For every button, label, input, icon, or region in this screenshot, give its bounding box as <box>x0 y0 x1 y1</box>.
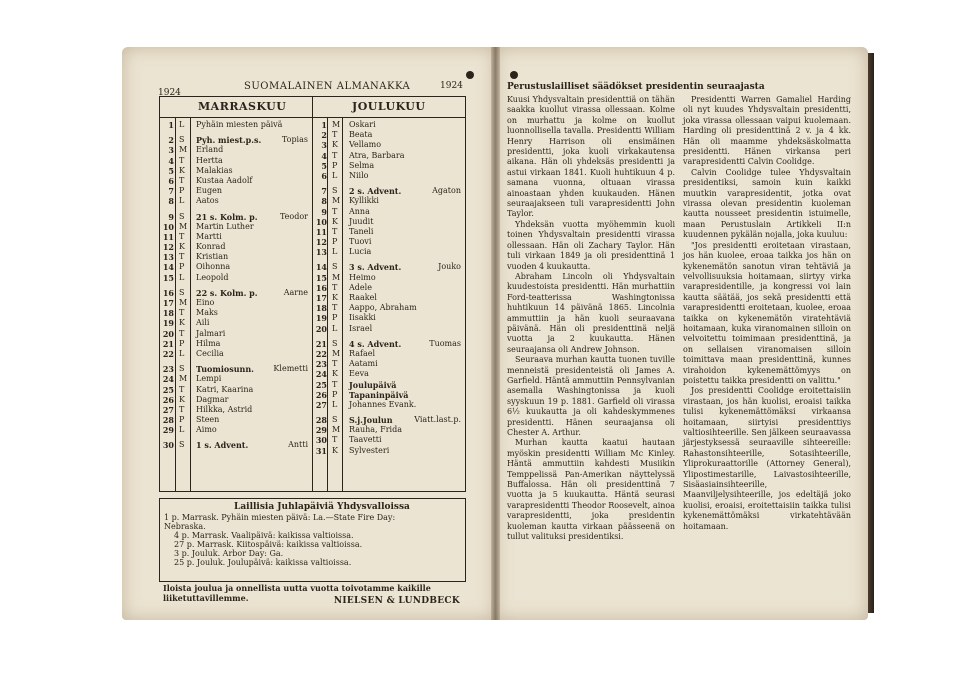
extra-name: Klemetti <box>273 364 308 374</box>
day-number: 14 <box>315 262 327 273</box>
extra-name: Aarne <box>283 287 308 297</box>
holiday-line: 25 p. Jouluk. Joulupäivä: kaikissa valtioissa. <box>174 558 352 567</box>
name-day: Rauha, Frida <box>349 425 402 435</box>
name-day: Selma <box>349 160 375 170</box>
day-number: 25 <box>162 384 174 395</box>
day-number: 4 <box>321 150 327 161</box>
article-title: Perustuslailliset säädökset presidentin seuraajasta <box>507 82 765 92</box>
calendar-day-row <box>313 161 465 171</box>
name-day: Aatos <box>196 196 219 206</box>
year-right: 1924 <box>440 81 463 91</box>
weekday-letter: L <box>179 120 185 129</box>
day-number: 27 <box>162 404 174 415</box>
calendar-day-row <box>313 207 465 217</box>
name-day: Joulupäivä <box>349 379 397 390</box>
name-day: 1 s. Advent. <box>196 440 249 451</box>
name-day: Kyllikki <box>349 196 379 206</box>
calendar-day-row <box>160 288 312 298</box>
calendar-day-row <box>160 308 312 318</box>
extra-name: Teodor <box>279 211 308 221</box>
weekday-letter: T <box>332 226 338 236</box>
day-number: 8 <box>321 196 327 207</box>
article-paragraph: Presidentti Warren Gamaliel Harding oli nyt kuudes Yhdysvaltain presidentti, joka virassa ollessaan vaipui kuolemaan. Harding oli presidenttinä 2 v. ja 4 kk. Hän oli maamme yhdeksäskolmatta presidentti. Hänen virkansa peri varapresidentti Calvin Coolidge. <box>683 95 851 167</box>
calendar-day-row <box>160 273 312 283</box>
name-day: Niilo <box>349 170 369 180</box>
name-day: Juudit <box>349 216 374 226</box>
day-number: 20 <box>162 328 174 339</box>
page-edge <box>868 53 874 613</box>
name-day: Pyh. miest.p.s. <box>196 135 262 146</box>
name-day: Hilma <box>196 338 221 348</box>
name-day: Sylvesteri <box>349 445 390 455</box>
day-number: 5 <box>321 160 327 171</box>
weekday-letter: M <box>179 298 188 307</box>
calendar-day-row <box>313 247 465 257</box>
calendar-day-row <box>313 446 465 456</box>
name-day: Tuovi <box>349 237 372 247</box>
day-number: 15 <box>162 272 174 283</box>
day-number: 30 <box>162 440 174 451</box>
day-number: 13 <box>162 252 174 263</box>
holiday-line: 3 p. Jouluk. Arbor Day: Ga. <box>174 549 284 558</box>
article-paragraph: Yhdeksän vuotta myöhemmin kuoli toinen Yhdysvaltain presidentti virassa ollessaan. Hän oli Zachary Taylor. Hän tuli virkaan 1849 ja oli presidenttinä 1 vuoden 4 kuukautta. <box>507 219 675 271</box>
day-number: 24 <box>315 369 327 380</box>
article-paragraph: Seuraava murhan kautta tuonen tuville menneistä presidenteistä oli James A. Garfield. Häntä ammuttiin Pennsylvanian asemalla Washingtonissa ja kuoli syyskuun 19 p. 1881. Garfield oli virassa 6½ kuukautta ja oli kahdeskymmenes presidentti. Hänen seuraajansa oli Chester A. Arthur. <box>507 355 675 437</box>
calendar-day-row <box>313 196 465 206</box>
calendar-day-row <box>313 262 465 272</box>
calendar-table <box>159 96 466 492</box>
weekday-letter: S <box>179 287 185 297</box>
weekday-letter: P <box>332 313 338 323</box>
day-number: 30 <box>315 435 327 446</box>
calendar-day-row <box>160 298 312 308</box>
calendar-day-row <box>313 435 465 445</box>
weekday-letter: K <box>179 242 185 252</box>
weekday-letter: M <box>332 120 341 129</box>
day-number: 24 <box>162 374 174 385</box>
weekday-letter: T <box>332 435 338 445</box>
holiday-line: 4 p. Marrask. Vaalipäivä: kaikissa valtioissa. <box>174 531 354 540</box>
day-number: 21 <box>315 338 327 349</box>
day-number: 16 <box>315 282 327 293</box>
article-paragraph: Kuusi Yhdysvaltain presidenttiä on tähän saakka kuollut virassa ollessaan. Kolme on murhattu ja kolme on kuollut luonnollisella tavalla. Presidentti William Henry Harrison oli ensimäinen presidentti, joka kuoli virkakautensa aikana. Hän oli yhdeksäs presidentti ja astui virkaan 1841. Kuoli huhtikuun 4 p. samana vuonna, oltuaan virassa ainoastaan yhden kuukauden. Hänen seuraajakseen tuli varapresidentti John Taylor. <box>507 95 675 219</box>
calendar-day-row <box>160 374 312 384</box>
day-number: 23 <box>315 359 327 370</box>
day-number: 11 <box>315 226 327 237</box>
weekday-letter: T <box>179 231 185 241</box>
weekday-letter: L <box>179 196 185 206</box>
calendar-day-row <box>313 120 465 130</box>
calendar-day-row <box>313 359 465 369</box>
weekday-letter: L <box>332 170 338 180</box>
day-number: 18 <box>162 308 174 319</box>
name-day: Aili <box>196 318 210 328</box>
weekday-letter: S <box>332 415 338 425</box>
day-number: 31 <box>315 445 327 456</box>
year-left: 1924 <box>158 88 181 98</box>
weekday-letter: L <box>179 348 185 358</box>
weekday-letter: S <box>179 440 185 450</box>
article-paragraph: Jos presidentti Coolidge eroitettaisiin virastaan, jos hän kuolisi, eroaisi taikka tulisi kykenemättömäksi virkaansa hoitamaan, siirtyisi presidenttiys valtiosihteerille. Sen jälkeen seuraavassa järjestyksessä seuraaville sihteereille: Rahastonsihteerille, Sotasihteerille, Yliprokuraattorille (Attorney General), Ylipostimestarille, Laivastosihteerille, Sisäasiainsihteerille, Maanviljelysihteerille, jos edeltäjä joko kuolisi, eroaisi, eroitettaisiin taikka tulisi kykenemättömäksi virkatehtävään hoitamaan. <box>683 386 851 531</box>
article-paragraph: "Jos presidentti eroitetaan virastaan, jos hän kuolee, eroaa taikka jos hän on kykenemätön sanotun viran tehtäviä ja velvollisuuksia hoitamaan, siirtyy virka varapresidentille, ja kongressi voi lain kautta säätää, jos sekä presidentti että varapresidentti eroitetaan, kuolee, eroaa taikka on kykenemätön viratehtäviä hoitamaan, kuka viranomainen silloin on velvoitettu toimimaan presidenttinä, ja on sellaisen viranomaisen silloin toimittava maan presidenttinä, kunnes virahoidon kykenemättömyys on poistettu taikka presidentti on valittu." <box>683 240 851 385</box>
day-number: 7 <box>321 186 327 197</box>
name-day: Raakel <box>349 293 377 302</box>
day-number: 14 <box>162 262 174 273</box>
calendar-day-row <box>160 440 312 450</box>
weekday-letter: M <box>179 221 188 231</box>
almanac-title: SUOMALAINEN ALMANAKKA <box>244 81 411 92</box>
name-day: Kustaa Aadolf <box>196 175 253 185</box>
name-day: Taneli <box>349 226 374 236</box>
weekday-letter: T <box>179 328 185 338</box>
day-number: 29 <box>162 425 174 436</box>
day-number: 4 <box>168 155 174 166</box>
day-number: 17 <box>315 293 327 303</box>
month-title-november: MARRASKUU <box>198 100 287 113</box>
name-day: Anna <box>349 206 370 216</box>
calendar-day-row <box>313 303 465 313</box>
weekday-letter: T <box>332 379 338 389</box>
weekday-letter: P <box>332 237 338 247</box>
weekday-letter: T <box>179 384 185 394</box>
holiday-line: Nebraska. <box>164 522 206 531</box>
book-spine <box>491 47 500 620</box>
calendar-day-row <box>160 196 312 206</box>
article-paragraph: Murhan kautta kaatui hautaan myöskin presidentti William Mc Kinley. Häntä ammuttiin kahdesti Musiikin Temppelissä Pan-Amerikan näyttelyssä Buffalossa. Hän oli presidenttinä 7 vuotta ja 5 kuukautta. Häntä seurasi varapresidentti Theodor Roosevelt, ainoa varapresidentti, joka presidentin kuoleman kautta virkaan päässeenä on tullut valituksi presidentiksi. <box>507 438 675 542</box>
name-day: Tapaninpäivä <box>349 389 409 400</box>
name-day: Erland <box>196 145 224 155</box>
weekday-letter: K <box>332 216 338 226</box>
day-number: 10 <box>315 216 327 227</box>
day-number: 17 <box>162 298 174 308</box>
day-number: 2 <box>168 135 174 146</box>
greeting-line-2: liiketuttavillemme. <box>163 593 249 603</box>
name-day: 22 s. Kolm. p. <box>196 287 258 298</box>
binding-hole <box>466 71 474 79</box>
weekday-letter: K <box>332 369 338 379</box>
weekday-letter: K <box>179 394 185 404</box>
day-number: 18 <box>315 303 327 314</box>
weekday-letter: T <box>179 404 185 414</box>
extra-name: Viatt.last.p. <box>414 415 461 425</box>
name-day: Adele <box>349 282 372 292</box>
day-number: 5 <box>168 165 174 176</box>
almanac-booklet <box>122 47 868 620</box>
calendar-day-row <box>160 395 312 405</box>
day-number: 26 <box>315 389 327 400</box>
calendar-day-row <box>160 242 312 252</box>
calendar-day-row <box>313 293 465 303</box>
weekday-letter: T <box>332 359 338 369</box>
calendar-day-row <box>160 222 312 232</box>
name-day: Malakias <box>196 165 233 175</box>
weekday-letter: L <box>179 272 185 282</box>
name-day: Atra, Barbara <box>349 150 405 160</box>
left-page <box>122 47 495 620</box>
article-column-1 <box>507 95 675 542</box>
weekday-letter: T <box>179 308 185 318</box>
day-number: 27 <box>315 399 327 410</box>
weekday-letter: P <box>179 186 185 196</box>
name-day: 4 s. Advent. <box>349 338 402 349</box>
day-number: 26 <box>162 394 174 405</box>
name-day: Martin Luther <box>196 221 254 231</box>
calendar-day-row <box>160 212 312 222</box>
article-paragraph: Calvin Coolidge tulee Yhdysvaltain presidentiksi, samoin kuin kaikki muutkin varapresidentit, jotka ovat virassa olevan presidentin kuoleman kautta nousseet presidentin istuimelle, maan Perustuslain Artikkeli II:n kuudennen pykälän nojalla, joka kuuluu: <box>683 167 851 240</box>
weekday-letter: T <box>179 175 185 185</box>
weekday-letter: K <box>332 140 338 150</box>
weekday-letter: T <box>179 252 185 262</box>
weekday-letter: P <box>179 415 185 425</box>
name-day: Konrad <box>196 242 226 252</box>
day-number: 29 <box>315 425 327 436</box>
day-number: 13 <box>315 247 327 258</box>
calendar-day-row <box>160 339 312 349</box>
weekday-letter: P <box>179 338 185 348</box>
name-day: 2 s. Advent. <box>349 186 402 197</box>
name-day: Oskari <box>349 120 376 129</box>
day-number: 1 <box>168 120 174 130</box>
day-number: 2 <box>321 130 327 141</box>
weekday-letter: M <box>332 425 341 435</box>
calendar-day-row <box>313 130 465 140</box>
weekday-letter: S <box>332 262 338 272</box>
weekday-letter: P <box>332 160 338 170</box>
name-day: Taavetti <box>349 435 382 445</box>
calendar-day-row <box>160 385 312 395</box>
day-number: 9 <box>168 211 174 222</box>
name-day: Lucia <box>349 247 372 257</box>
day-number: 11 <box>162 231 174 242</box>
calendar-day-row <box>313 227 465 237</box>
weekday-letter: M <box>332 348 341 358</box>
day-number: 22 <box>162 348 174 359</box>
calendar-day-row <box>313 217 465 227</box>
weekday-letter: T <box>332 303 338 313</box>
calendar-day-row <box>160 262 312 272</box>
calendar-day-row <box>313 369 465 379</box>
weekday-letter: S <box>179 135 185 145</box>
day-number: 3 <box>168 145 174 156</box>
day-number: 16 <box>162 287 174 298</box>
weekday-letter: M <box>179 374 188 384</box>
name-day: Pyhäin miesten päivä <box>196 120 283 129</box>
calendar-day-row <box>160 415 312 425</box>
calendar-day-row <box>160 364 312 374</box>
name-day: Tuomiosunn. <box>196 364 254 375</box>
name-day: 3 s. Advent. <box>349 262 402 273</box>
weekday-letter: K <box>332 445 338 455</box>
day-number: 28 <box>315 415 327 426</box>
name-day: Heimo <box>349 272 376 282</box>
day-number: 8 <box>168 196 174 207</box>
calendar-day-row <box>313 380 465 390</box>
weekday-letter: M <box>179 145 188 155</box>
day-number: 3 <box>321 140 327 151</box>
calendar-day-row <box>313 140 465 150</box>
name-day: Iisakki <box>349 313 376 323</box>
weekday-letter: S <box>179 364 185 374</box>
calendar-day-row <box>313 186 465 196</box>
weekday-letter: L <box>332 323 338 333</box>
day-number: 6 <box>321 170 327 181</box>
day-number: 6 <box>168 175 174 186</box>
name-day: Aatami <box>349 359 378 369</box>
name-day: Israel <box>349 323 373 333</box>
calendar-day-row <box>313 390 465 400</box>
name-day: Leopold <box>196 272 229 282</box>
name-day: Steen <box>196 415 220 425</box>
greeting-line-1: Iloista joulua ja onnellista uutta vuotta toivotamme kaikille <box>163 583 431 593</box>
calendar-day-row <box>160 405 312 415</box>
name-day: S.j.Joulun <box>349 415 393 426</box>
name-day: Dagmar <box>196 394 229 404</box>
weekday-letter: T <box>332 150 338 160</box>
december-days <box>313 120 465 456</box>
day-number: 20 <box>315 323 327 334</box>
calendar-day-row <box>313 273 465 283</box>
calendar-day-row <box>313 339 465 349</box>
calendar-day-row <box>160 135 312 145</box>
calendar-day-row <box>160 329 312 339</box>
name-day: Aappo, Abraham <box>349 303 417 313</box>
calendar-day-row <box>160 156 312 166</box>
holidays-box <box>159 498 466 582</box>
name-day: Eino <box>196 298 215 307</box>
calendar-day-row <box>313 349 465 359</box>
calendar-day-row <box>313 313 465 323</box>
name-day: 21 s. Kolm. p. <box>196 211 258 222</box>
weekday-letter: K <box>179 318 185 328</box>
month-title-december: JOULUKUU <box>352 100 426 113</box>
day-number: 7 <box>168 186 174 197</box>
name-day: Lempi <box>196 374 222 384</box>
day-number: 28 <box>162 415 174 426</box>
calendar-day-row <box>313 237 465 247</box>
calendar-day-row <box>160 425 312 435</box>
name-day: Beata <box>349 130 373 140</box>
weekday-letter: P <box>332 389 338 399</box>
right-page <box>495 47 868 620</box>
day-number: 9 <box>321 206 327 217</box>
calendar-day-row <box>160 120 312 130</box>
name-day: Katri, Kaarina <box>196 384 254 394</box>
day-number: 22 <box>315 348 327 359</box>
day-number: 10 <box>162 221 174 232</box>
calendar-day-row <box>160 145 312 155</box>
extra-name: Agaton <box>432 186 461 196</box>
publisher-name: NIELSEN & LUNDBECK <box>333 596 460 606</box>
name-day: Eeva <box>349 369 369 379</box>
day-number: 12 <box>315 237 327 248</box>
weekday-letter: T <box>179 155 185 165</box>
day-number: 23 <box>162 364 174 375</box>
calendar-day-row <box>160 349 312 359</box>
holiday-line: 27 p. Marrask. Kiitospäivä: kaikissa valtioissa. <box>174 540 363 549</box>
day-number: 12 <box>162 242 174 253</box>
weekday-letter: S <box>332 186 338 196</box>
day-number: 19 <box>315 313 327 324</box>
calendar-day-row <box>313 425 465 435</box>
holidays-title: Laillisia Juhlapäiviä Yhdysvalloissa <box>234 502 410 512</box>
november-days <box>160 120 312 451</box>
day-number: 19 <box>162 318 174 329</box>
weekday-letter: T <box>332 130 338 140</box>
weekday-letter: T <box>332 282 338 292</box>
name-day: Maks <box>196 308 218 318</box>
name-day: Johannes Evank. <box>349 399 417 409</box>
name-day: Cecilia <box>196 348 224 358</box>
calendar-day-row <box>160 252 312 262</box>
weekday-letter: K <box>179 165 185 175</box>
name-day: Aimo <box>196 425 217 435</box>
extra-name: Antti <box>288 440 308 450</box>
calendar-day-row <box>313 415 465 425</box>
holiday-line: 1 p. Marrask. Pyhäin miesten päivä: La.—State Fire Day: <box>164 513 396 522</box>
name-day: Rafael <box>349 348 375 358</box>
name-day: Hertta <box>196 155 223 165</box>
name-day: Jalmari <box>196 328 226 338</box>
calendar-day-row <box>313 324 465 334</box>
calendar-day-row <box>313 283 465 293</box>
name-day: Martti <box>196 231 222 241</box>
extra-name: Jouko <box>438 262 461 272</box>
weekday-letter: L <box>332 247 338 257</box>
weekday-letter: S <box>179 211 185 221</box>
weekday-letter: L <box>179 425 185 435</box>
calendar-day-row <box>160 318 312 328</box>
weekday-letter: T <box>332 206 338 216</box>
calendar-day-row <box>313 151 465 161</box>
calendar-day-row <box>160 176 312 186</box>
name-day: Vellamo <box>349 140 382 150</box>
name-day: Eugen <box>196 186 222 196</box>
weekday-letter: P <box>179 262 185 272</box>
name-day: Oihonna <box>196 262 231 272</box>
calendar-day-row <box>160 232 312 242</box>
day-number: 15 <box>315 272 327 283</box>
name-day: Kristian <box>196 252 229 262</box>
calendar-day-row <box>313 400 465 410</box>
binding-hole <box>510 71 518 79</box>
calendar-day-row <box>160 186 312 196</box>
day-number: 1 <box>321 120 327 130</box>
day-number: 25 <box>315 379 327 390</box>
weekday-letter: M <box>332 196 341 206</box>
article-column-2 <box>683 95 851 532</box>
weekday-letter: L <box>332 399 338 409</box>
weekday-letter: S <box>332 338 338 348</box>
calendar-day-row <box>160 166 312 176</box>
article-paragraph: Abraham Lincoln oli Yhdysvaltain kuudestoista presidentti. Hän murhattiin Ford-teatterissa Washingtonissa huhtikuun 14 päivänä 1865. Lincolnia ammuttiin ja hän kuoli seuraavana päivänä. Hän oli presidenttinä neljä vuotta ja 2 kuukautta. Hänen seuraajansa oli Andrew Johnson. <box>507 271 675 354</box>
day-number: 21 <box>162 338 174 349</box>
weekday-letter: K <box>332 293 338 302</box>
extra-name: Topias <box>281 135 308 145</box>
calendar-day-row <box>313 171 465 181</box>
weekday-letter: M <box>332 272 341 282</box>
name-day: Hilkka, Astrid <box>196 404 253 414</box>
extra-name: Tuomas <box>429 338 461 348</box>
